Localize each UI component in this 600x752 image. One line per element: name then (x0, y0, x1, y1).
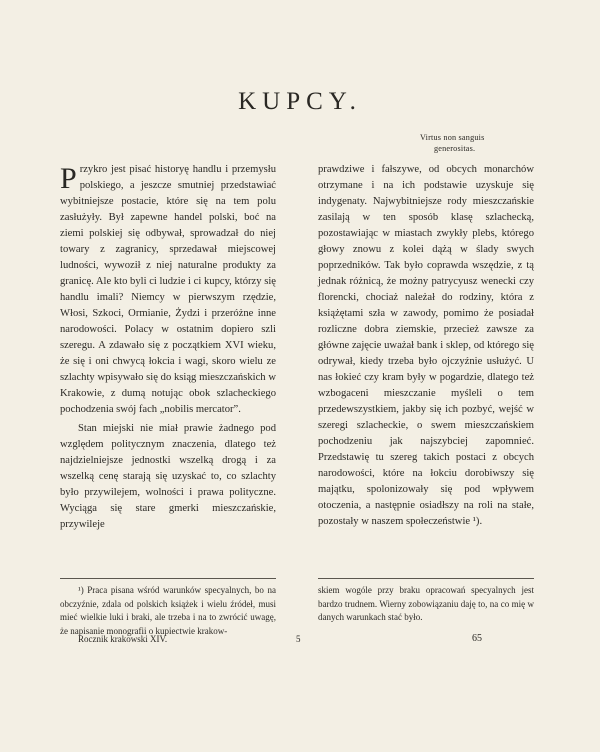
footnote-right: skiem wogóle przy braku opracowań specyalnych jest bardzo trudnem. Wierny zobowiązaniu daję to, na co mię w danych warunkach stać było. (318, 585, 534, 622)
drop-cap: P (60, 162, 77, 195)
footnote-divider-left (60, 578, 276, 579)
left-paragraph-1-text: rzykro jest pisać historyę handlu i przemysłu polskiego, a jeszcze smutniej przedstawiać wybitniejsze postacie, które się na tem polu zasłużyły. Był zapewne handel polski, boć na ziemi polskiej się odbywał, sprowadzał do niej towary z zagranicy, sprzedawał miejscowej ludności, wywoził z niej naturalne produkty za granicę. Ale kto byli ci ludzie i ci kupcy, którzy się handlu imali? Niemcy w pierwszym rzędzie, Włosi, Szkoci, Ormianie, Żydzi i przeróżne inne narodowości. Polacy w ostatnim dopiero szli szeregu. A zdawało się z początkiem XVI wieku, że się i oni chwycą łokcia i wagi, skoro wielu ze szlachty wpisywało się do ksiąg mieszczańskich w Krakowie, z dumą notując obok szlacheckiego pochodzenia swój fach „nobilis mercator”. (60, 164, 276, 415)
chapter-title: KUPCY. (238, 88, 362, 115)
footnote-left: ¹) Praca pisana wśród warunków specyalnych, bo na obczyźnie, zdala od polskich książek i wielu źródeł, musi mieć wielkie luki i braki, ale trzeba i na to zwrócić uwagę, że napisanie monografii o kupiectwie krakow- (60, 585, 276, 636)
page-number: 65 (472, 633, 482, 644)
publication-name: Rocznik krakowski XIV. (78, 634, 168, 644)
epigraph-line-2: generositas. (434, 144, 476, 153)
left-column (60, 162, 276, 533)
right-paragraph-1: prawdziwe i fałszywe, od obcych monarchów otrzymane i na ich podstawie uzyskuje się indygenaty. Najwybitniejsze rody mieszczańskie zasilają w ten sposób klasę szlachecką, pozostawiając w miastach zwykły plebs, którego głowy znowu z kolei dążą w ślady swych poprzedników. Tak było coprawda wszędzie, z tą jednak różnicą, że możny patrycyusz wenecki czy florencki, chociaż należał do rodziny, która z książętami szła w zawody, pomimo że posiadał rozliczne dobra ziemskie, przecież zawsze za główne zajęcie uważał bank i sklep, od którego się odrywał, kiedy trzeba było ojczyźnie usłużyć. U nas łokieć czy kram były w pogardzie, dlatego też wzbogaceni mieszczanie myśleli o tem przedewszystkiem, jakby się ich pozbyć, wejść w szeregi szlacheckie, o swem mieszczańskiem pochodzeniu jak najszybciej zapomnieć. Przedstawię tu szereg takich postaci z obcych narodowości, które na łokciu dorobiwszy się majątku, spolonizowały się pod wpływem otoczenia, a następnie osiadłszy na roli na stałe, pozostały w naszem społeczeństwie ¹). (318, 164, 534, 527)
footnote-divider-right (318, 578, 534, 579)
left-paragraph-2: Stan miejski nie miał prawie żadnego pod względem politycznym znaczenia, dlatego też najdzielniejsze jednostki wszelką drogą i za wszelką cenę starają się uzyskać to, co szlachty było przywilejem, wolności i prawa polityczne. Wyciąga się stare gmerki mieszczańskie, przywileje (60, 423, 276, 530)
epigraph (420, 132, 485, 154)
epigraph-line-1: Virtus non sanguis (420, 133, 485, 142)
signature-mark: 5 (296, 634, 301, 644)
right-column (318, 162, 534, 530)
left-paragraph-1 (60, 162, 276, 418)
